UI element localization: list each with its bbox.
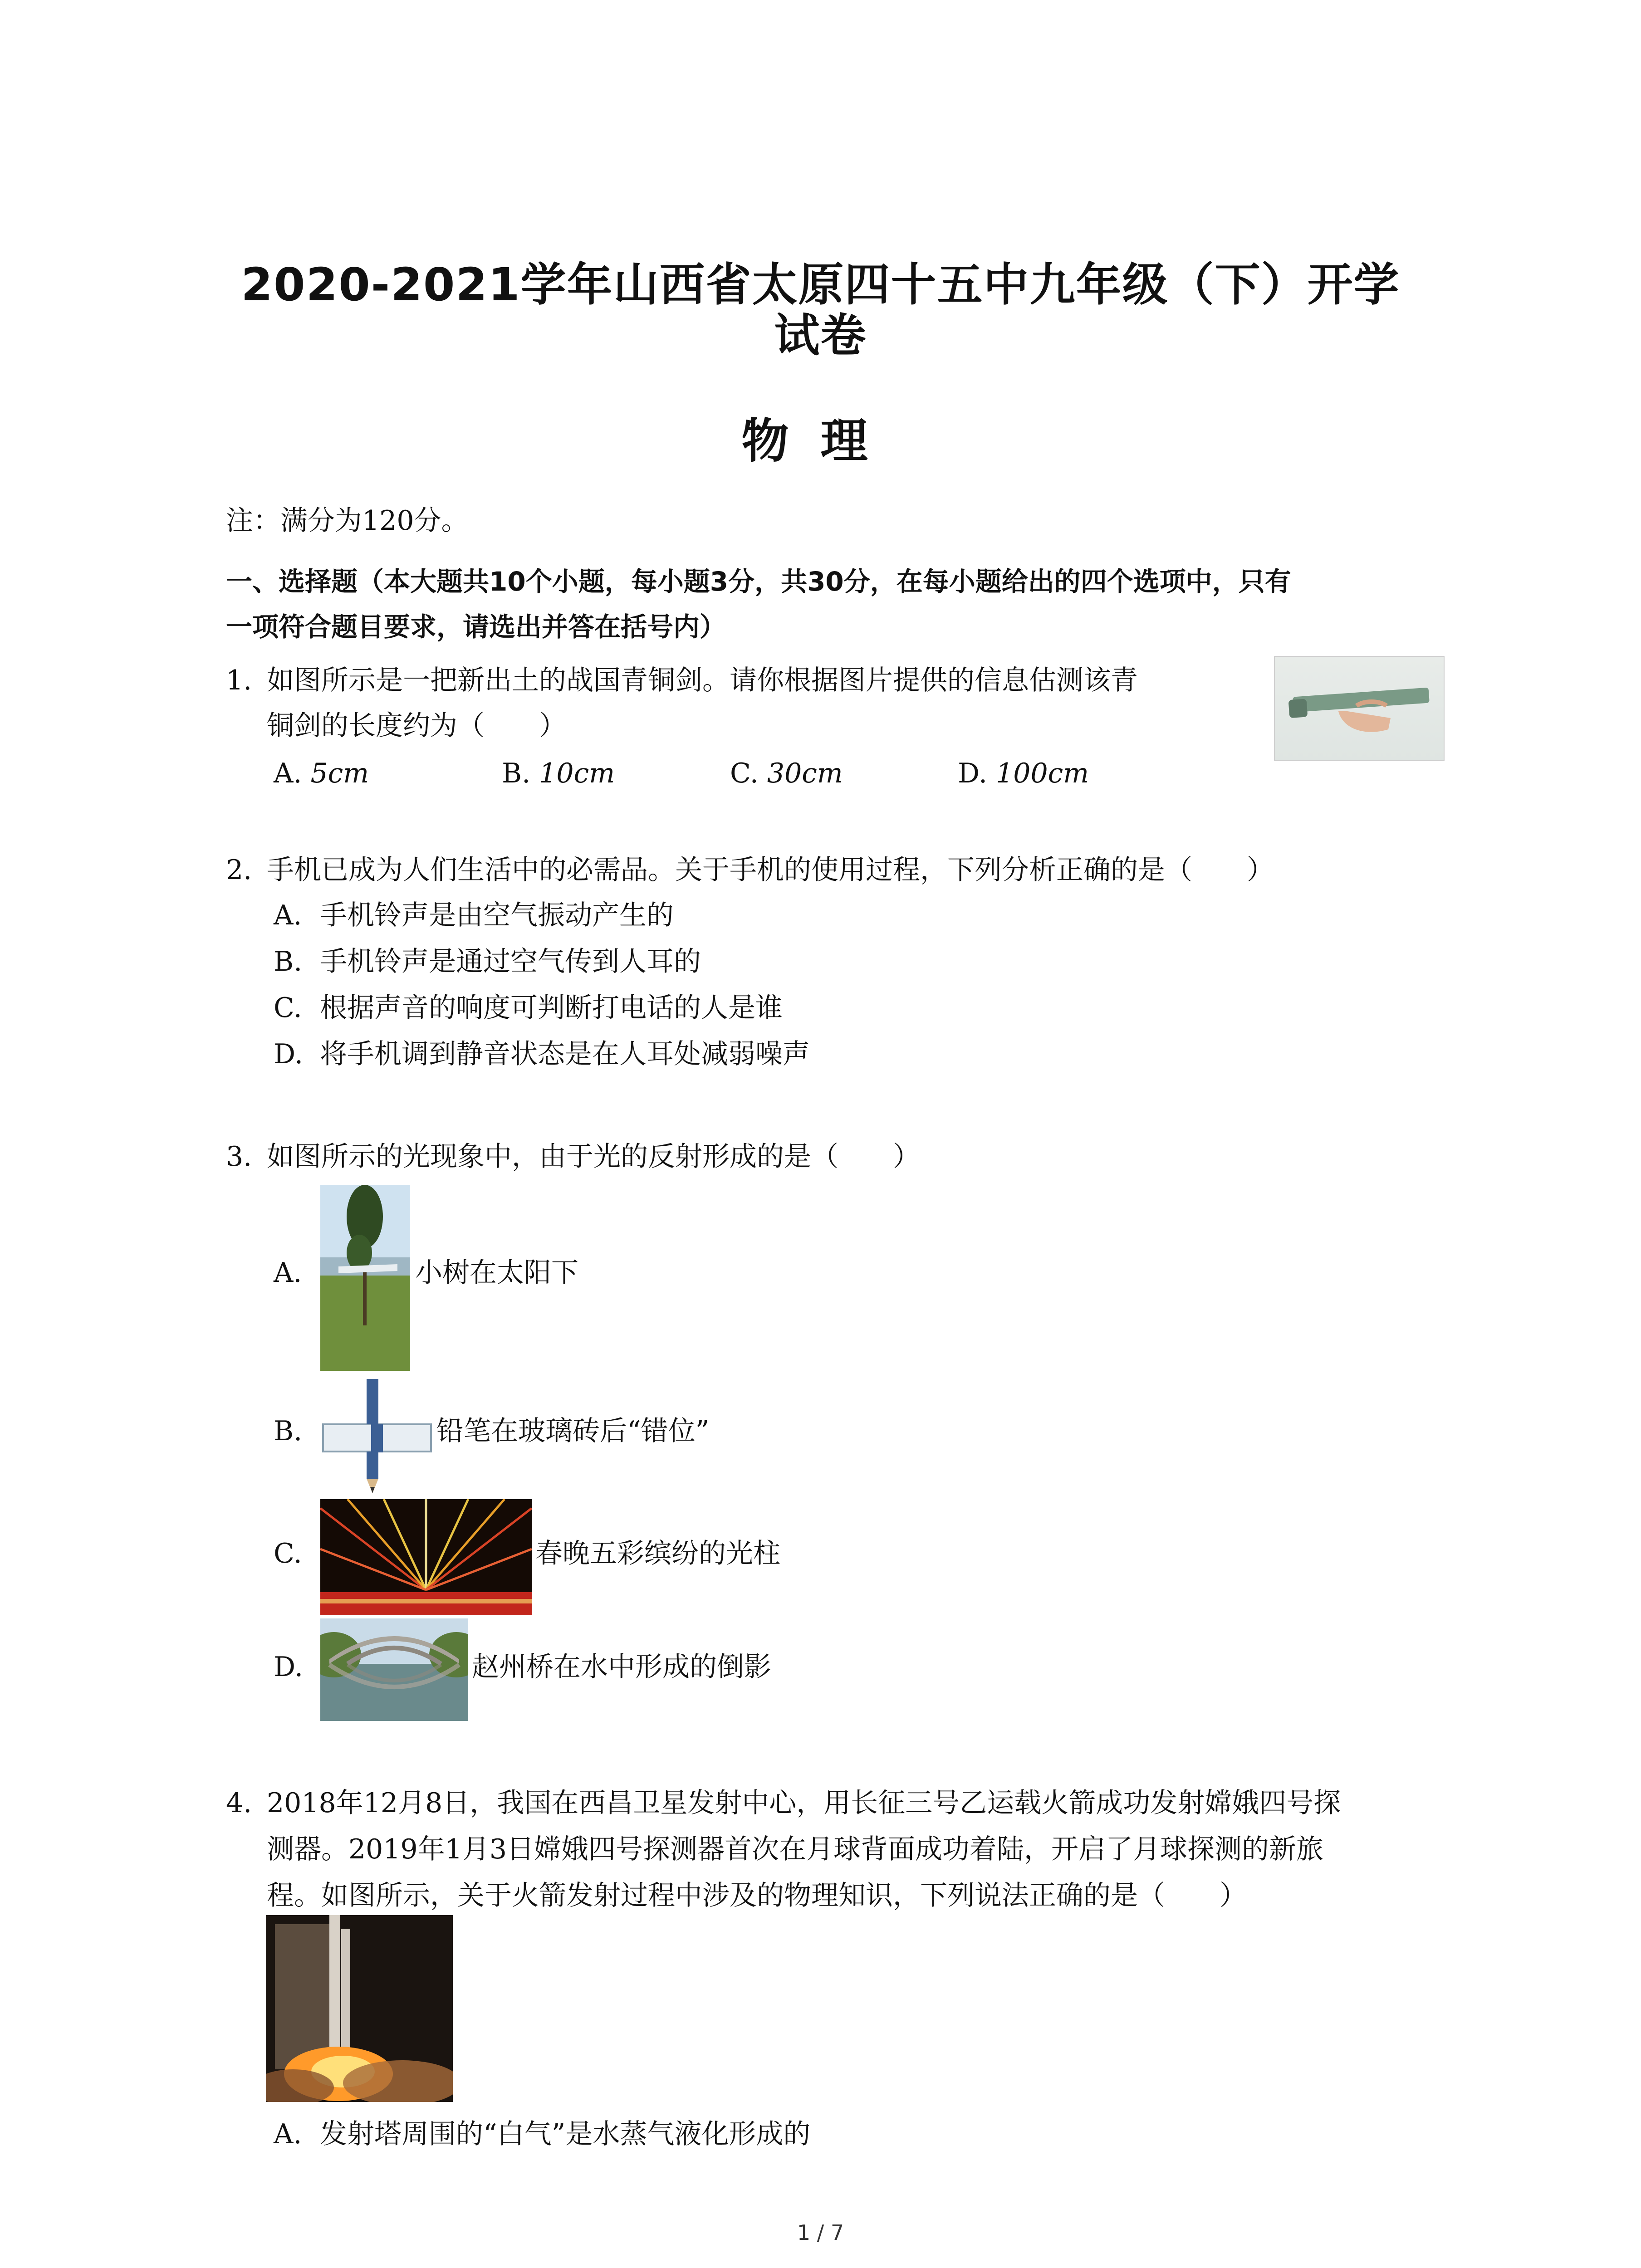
q1-option-a[interactable]: A. 5cm	[274, 758, 369, 789]
question-1-number: 1.	[226, 665, 252, 696]
q1-option-b[interactable]: B. 10cm	[502, 758, 615, 789]
question-2-line1	[226, 847, 1274, 893]
q2-option-a[interactable]: A. 手机铃声是由空气振动产生的	[274, 899, 674, 931]
question-3-line1	[226, 1134, 920, 1179]
question-3-number: 3.	[226, 1141, 252, 1173]
question-3-text: 如图所示的光现象中，由于光的反射形成的是（ ）	[267, 1141, 920, 1173]
zhaozhou-bridge-image	[320, 1618, 468, 1721]
rocket-launch-image	[266, 1915, 453, 2102]
question-4-line1	[226, 1780, 1341, 1826]
q2-option-c[interactable]: C. 根据声音的响度可判断打电话的人是谁	[274, 992, 783, 1024]
exam-title-line2: 试卷	[774, 309, 867, 362]
subject-title: 物理	[741, 413, 900, 469]
question-4-line3: 程。如图所示，关于火箭发射过程中涉及的物理知识，下列说法正确的是（ ）	[267, 1880, 1247, 1911]
page-number: 1 / 7	[797, 2220, 844, 2245]
gala-light-beams-image	[320, 1499, 532, 1615]
q3-option-d-label[interactable]: D.	[274, 1651, 304, 1683]
q1-option-c[interactable]: C. 30cm	[730, 758, 843, 789]
question-1-line1	[226, 658, 1138, 703]
section-heading-line1: 一、选择题（本大题共10个小题，每小题3分，共30分，在每小题给出的四个选项中，只有	[226, 566, 1291, 597]
q1-option-d[interactable]: D. 100cm	[958, 758, 1089, 789]
question-1-text: 如图所示是一把新出土的战国青铜剑。请你根据图片提供的信息估测该青	[267, 665, 1138, 696]
q3-option-b-text: 铅笔在玻璃砖后“错位”	[436, 1415, 710, 1447]
q3-option-c-label[interactable]: C.	[274, 1538, 302, 1569]
small-tree-image	[320, 1185, 410, 1371]
pencil-glass-image	[320, 1379, 434, 1493]
question-2-text: 手机已成为人们生活中的必需品。关于手机的使用过程，下列分析正确的是（ ）	[267, 854, 1274, 886]
q2-option-d[interactable]: D. 将手机调到静音状态是在人耳处减弱噪声	[274, 1038, 810, 1070]
q3-option-a-text: 小树在太阳下	[415, 1257, 578, 1289]
q4-option-a[interactable]: A. 发射塔周围的“白气”是水蒸气液化形成的	[274, 2118, 811, 2150]
q3-option-a-label[interactable]: A.	[274, 1257, 302, 1289]
bronze-sword-image	[1274, 656, 1445, 761]
q3-option-b-label[interactable]: B.	[274, 1415, 303, 1447]
q3-option-c-text: 春晚五彩缤纷的光柱	[535, 1538, 780, 1569]
exam-title-line1: 2020-2021学年山西省太原四十五中九年级（下）开学	[241, 258, 1400, 311]
question-4-number: 4.	[226, 1787, 252, 1819]
question-1-line2: 铜剑的长度约为（ ）	[267, 710, 566, 742]
q3-option-d-text: 赵州桥在水中形成的倒影	[472, 1651, 771, 1683]
q2-option-b[interactable]: B. 手机铃声是通过空气传到人耳的	[274, 946, 701, 978]
question-1-options	[274, 751, 1181, 796]
question-4-text: 2018年12月8日，我国在西昌卫星发射中心，用长征三号乙运载火箭成功发射嫦娥四号探	[267, 1787, 1341, 1819]
score-note: 注：满分为120分。	[226, 505, 469, 537]
question-4-line2: 测器。2019年1月3日嫦娥四号探测器首次在月球背面成功着陆，开启了月球探测的新旅	[267, 1833, 1324, 1865]
section-heading-line2: 一项符合题目要求，请选出并答在括号内）	[226, 611, 726, 642]
question-2-number: 2.	[226, 854, 252, 886]
